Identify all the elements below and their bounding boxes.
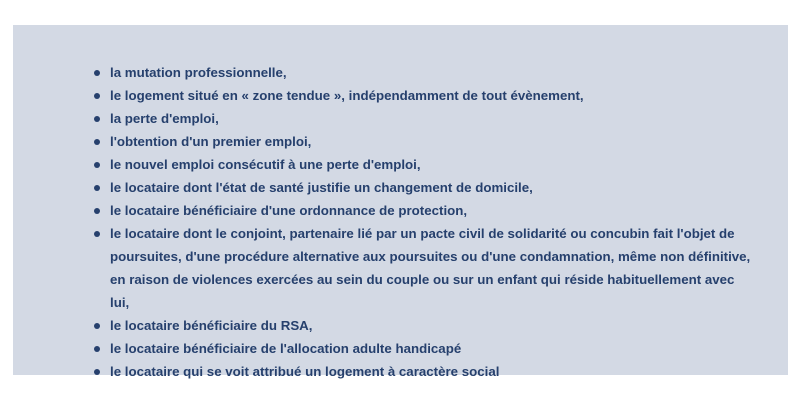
list-item xyxy=(93,314,753,337)
list-item xyxy=(93,222,753,314)
content-panel xyxy=(13,25,788,379)
bullet-icon xyxy=(94,208,100,214)
list-item xyxy=(93,153,753,176)
list-item xyxy=(93,360,753,383)
bullet-icon xyxy=(94,346,100,352)
list-item-text: le locataire bénéficiaire de l'allocation adulte handicapé xyxy=(110,341,462,356)
list-item xyxy=(93,84,753,107)
list-item-text: le logement situé en « zone tendue », indépendamment de tout évènement, xyxy=(110,88,584,103)
bullet-list xyxy=(93,61,753,383)
bullet-icon xyxy=(94,139,100,145)
bullet-icon xyxy=(94,93,100,99)
list-item xyxy=(93,176,753,199)
list-item xyxy=(93,61,753,84)
bullet-icon xyxy=(94,185,100,191)
list-item-text: le locataire dont le conjoint, partenaire lié par un pacte civil de solidarité ou concubin fait l'objet de poursuites, d'une procédure alternative aux poursuites ou d'une condamnation, même non définitive, en raison de violences exercées au sein du couple ou sur un enfant qui réside habituellement avec lui, xyxy=(110,226,751,310)
list-item-text: le locataire bénéficiaire du RSA, xyxy=(110,318,313,333)
list-item xyxy=(93,337,753,360)
list-item-text: l'obtention d'un premier emploi, xyxy=(110,134,312,149)
list-item-text: le locataire dont l'état de santé justifie un changement de domicile, xyxy=(110,180,533,195)
list-item xyxy=(93,130,753,153)
list-item-text: la perte d'emploi, xyxy=(110,111,219,126)
list-item-text: le nouvel emploi consécutif à une perte d'emploi, xyxy=(110,157,421,172)
list-item-text: le locataire bénéficiaire d'une ordonnance de protection, xyxy=(110,203,468,218)
list-item xyxy=(93,199,753,222)
list-item xyxy=(93,107,753,130)
bullet-icon xyxy=(94,231,100,237)
list-item-text: la mutation professionnelle, xyxy=(110,65,287,80)
bullet-icon xyxy=(94,70,100,76)
bullet-icon xyxy=(94,369,100,375)
bullet-icon xyxy=(94,323,100,329)
list-item-text: le locataire qui se voit attribué un logement à caractère social xyxy=(110,364,500,379)
bullet-icon xyxy=(94,162,100,168)
bullet-icon xyxy=(94,116,100,122)
